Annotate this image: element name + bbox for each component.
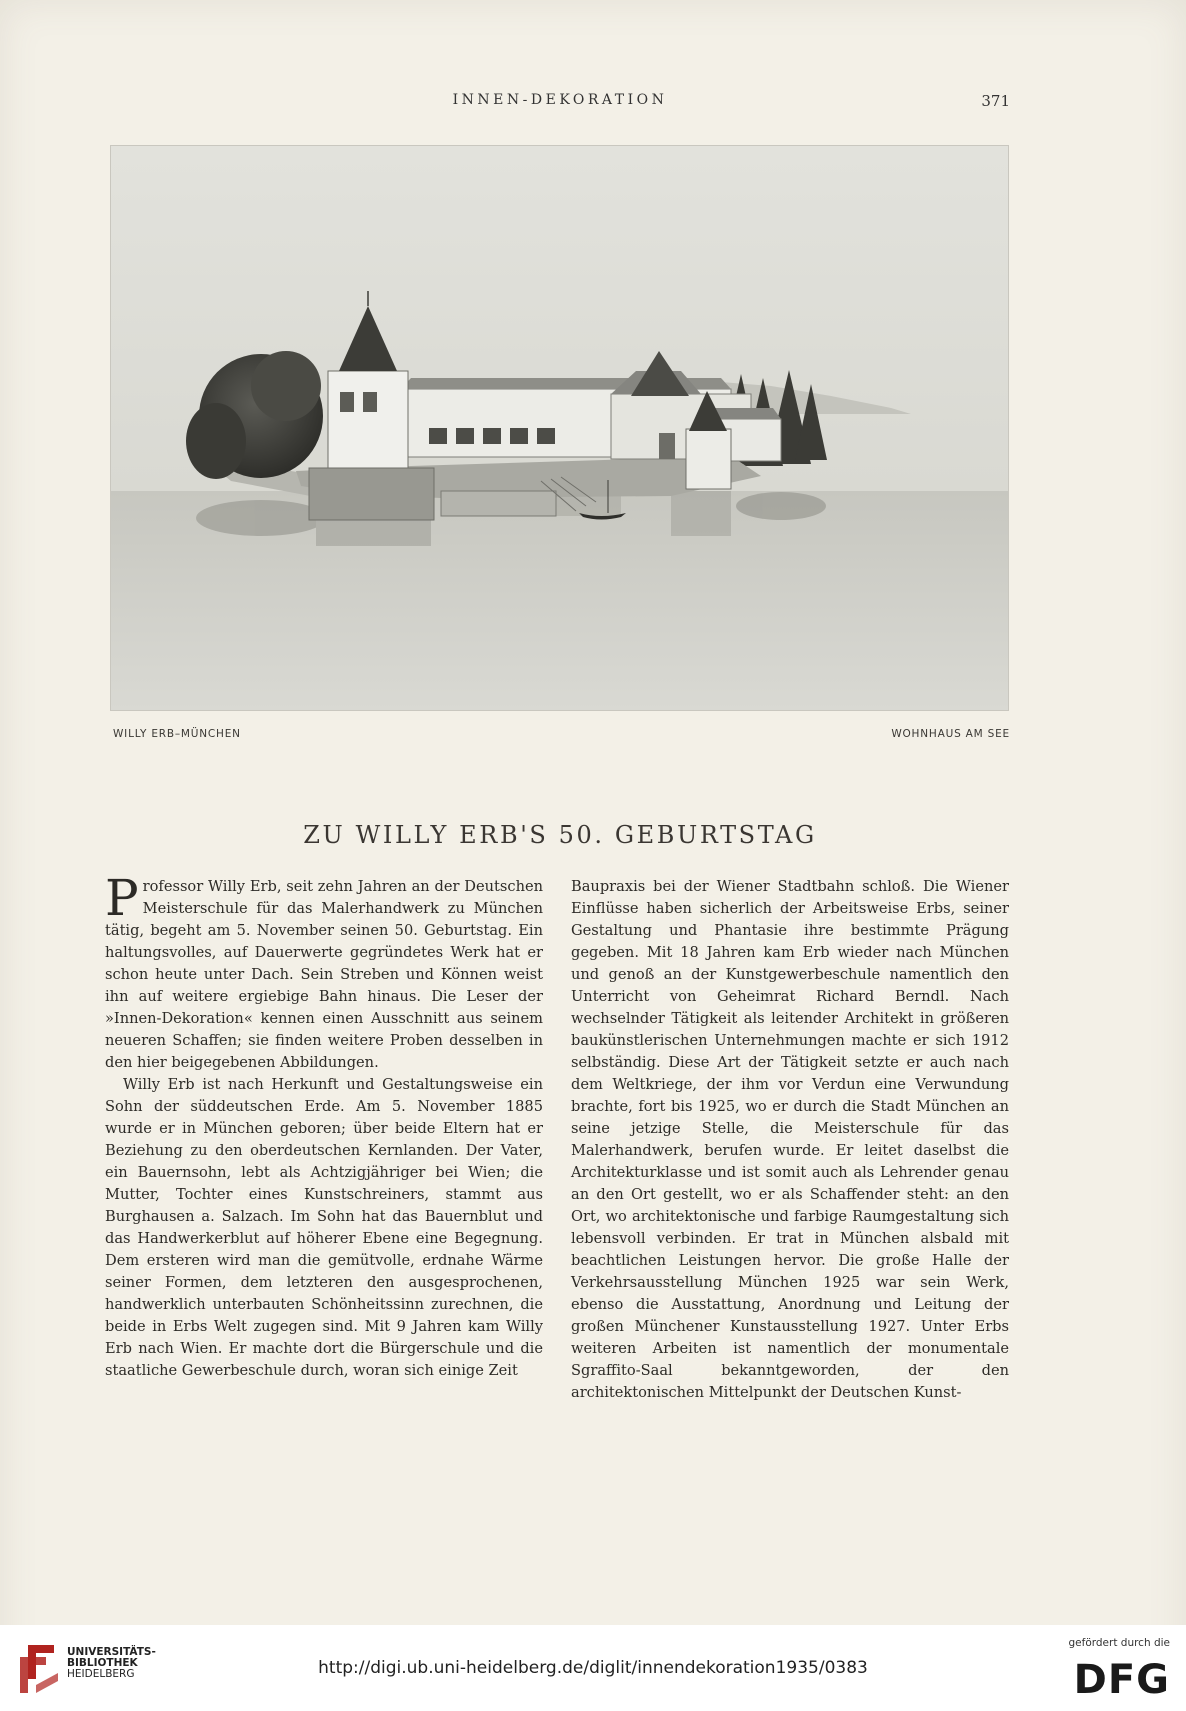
permalink-url[interactable]: http://digi.ub.uni-heidelberg.de/diglit/innendekoration1935/0383 xyxy=(318,1658,868,1678)
architectural-illustration xyxy=(110,145,1009,711)
article-paragraph: Baupraxis bei der Wiener Stadtbahn schloß. Die Wiener Einflüsse haben sicherlich der Arbeitsweise Erbs, seiner Gestaltung und Phantasie ihre bestimmte Prägung gegeben. Mit 18 Jahren kam Erb wieder nach München und genoß an der Kunstgewerbeschule namentlich den Unterricht von Geheimrat Richard Berndl. Nach wechselnder Tätigkeit als leitender Architekt in größeren baukünstlerischen Unternehmungen machte er sich 1912 selbständig. Diese Art der Tätigkeit setzte er auch nach dem Weltkriege, der ihm vor Verdun eine Verwundung brachte, fort bis 1925, wo er durch die Stadt München an seine jetzige Stelle, die Meisterschule für das Malerhandwerk, berufen wurde. Er leitet daselbst die Architekturklasse und ist somit auch als Lehrender genau an den Ort gestellt, wo er als Schaffender steht: an den Ort, wo architektonische und farbige Raumgestaltung sich lebensvoll verbinden. Er trat in München alsbald mit beachtlichen Leistungen hervor. Die große Halle der Verkehrsausstellung München 1925 war sein Werk, ebenso die Ausstattung, Anordnung und Leitung der großen Münchener Kunstausstellung 1927. Unter Erbs weiteren Arbeiten ist namentlich der monumentale Sgraffito-Saal bekanntgeworden, der den architektonischen Mittelpunkt der Deutschen Kunst- xyxy=(571,878,1009,1401)
article-column-left xyxy=(105,869,543,1382)
funding-note: gefördert durch die xyxy=(1068,1637,1170,1649)
library-line: BIBLIOTHEK xyxy=(67,1657,138,1669)
digitization-footer xyxy=(0,1625,1186,1711)
lakeside-house-drawing xyxy=(111,146,1008,710)
article-column-right xyxy=(571,876,1009,1404)
drop-cap: P xyxy=(105,869,139,927)
paragraph-text: rofessor Willy Erb, seit zehn Jahren an der Deutschen Meisterschule für das Malerhandwerk zu München tätig, begeht am 5. November seinen 50. Geburtstag. Ein haltungsvolles, auf Dauerwerte gegründetes Werk hat er schon heute unter Dach. Sein Streben und Können weist ihn auf weitere ergiebige Bahn hinaus. Die Leser der »Innen-Dekoration« kennen einen Ausschnitt aus seinem neueren Schaffen; sie finden weitere Proben desselben in den hier beigegebenen Abbildungen. xyxy=(105,878,543,1071)
dfg-logo: DFG xyxy=(1073,1657,1170,1703)
library-line: UNIVERSITÄTS- xyxy=(67,1646,156,1658)
running-header xyxy=(110,92,1010,114)
article-paragraph: Willy Erb ist nach Herkunft und Gestaltungsweise ein Sohn der süddeutschen Erde. Am 5. November 1885 wurde er in München geboren; über beide Eltern hat er Beziehung zu den oberdeutschen Kernlanden. Der Vater, ein Bauernsohn, lebt als Achtzigjähriger bei Wien; die Mutter, Tochter eines Kunstschreiners, stammt aus Burghausen a. Salzach. Im Sohn hat das Bauernblut und das Handwerkerblut auf höherer Ebene eine Begegnung. Dem ersteren wird man die gemütvolle, erdnahe Wärme seiner Formen, dem letzteren den ausgesprochenen, handwerklich unterbauten Schönheitssinn zurechnen, die beide in Erbs Welt zugegen sind. Mit 9 Jahren kam Willy Erb nach Wien. Er machte dort die Bürgerschule und die staatliche Gewerbeschule durch, woran sich einige Zeit xyxy=(105,1076,543,1379)
article-paragraph xyxy=(105,869,543,1074)
caption-title: WOHNHAUS AM SEE xyxy=(891,728,1010,740)
article-title: ZU WILLY ERB'S 50. GEBURTSTAG xyxy=(303,821,817,849)
running-title: INNEN-DEKORATION xyxy=(452,92,668,108)
library-line: HEIDELBERG xyxy=(67,1668,135,1680)
caption-author: WILLY ERB–MÜNCHEN xyxy=(113,728,241,740)
page-number: 371 xyxy=(981,92,1010,110)
